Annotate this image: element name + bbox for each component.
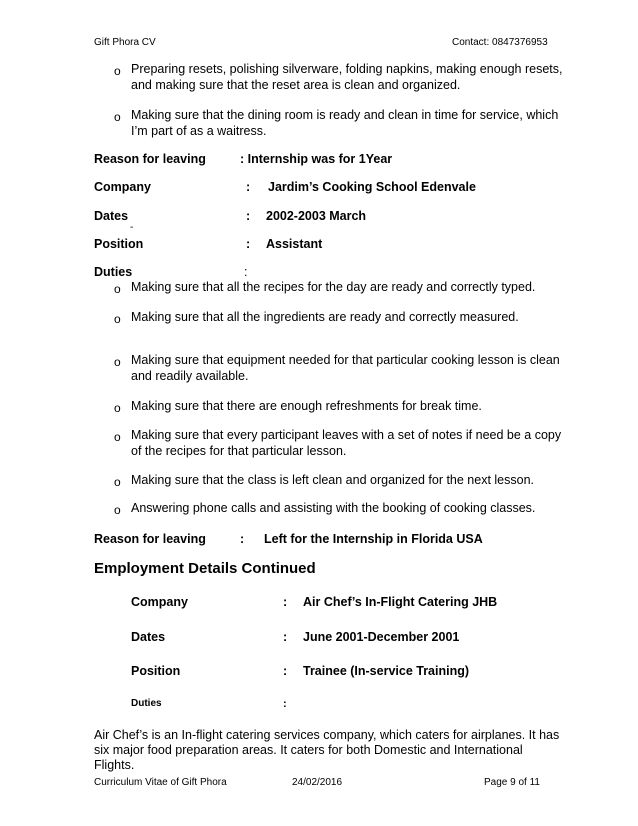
company-label: Company: [131, 595, 188, 609]
duties-label: Duties: [131, 698, 162, 709]
company-description: Air Chef’s is an In-flight catering services company, which caters for airplanes. It has six major food preparation areas. It caters for both Domestic and International Flights.: [94, 728, 560, 772]
bullet-icon: o: [114, 401, 121, 415]
position-colon: :: [246, 237, 251, 251]
dates-colon: :: [283, 630, 288, 644]
list-item: Preparing resets, polishing silverware, folding napkins, making enough resets, and making sure that the reset area is clean and organized.: [131, 62, 563, 92]
position-value: Assistant: [266, 237, 323, 251]
bullet-icon: o: [114, 430, 121, 444]
list-item: Answering phone calls and assisting with the booking of cooking classes.: [131, 501, 536, 515]
footer-date: 24/02/2016: [292, 777, 343, 788]
header-right: Contact: 0847376953: [452, 37, 548, 48]
bullet-icon: o: [114, 475, 121, 489]
duties-colon: :: [244, 265, 248, 279]
company-label: Company: [94, 180, 151, 194]
dates-label: Dates: [94, 209, 129, 223]
company-colon: :: [246, 180, 251, 194]
list-item: Making sure that the dining room is ready and clean in time for service, which I’m part of as a waitress.: [131, 108, 559, 138]
position-label: Position: [131, 664, 181, 678]
position-value: Trainee (In-service Training): [303, 664, 470, 678]
bullet-icon: o: [114, 110, 121, 124]
list-item: Making sure that there are enough refreshments for break time.: [131, 399, 482, 413]
list-item: Making sure that all the recipes for the day are ready and correctly typed.: [131, 280, 536, 294]
position-label: Position: [94, 237, 144, 251]
reason-colon: :: [240, 532, 245, 546]
bullet-icon: o: [114, 503, 121, 517]
company-value: Air Chef’s In-Flight Catering JHB: [303, 595, 498, 609]
bullet-icon: o: [114, 282, 121, 296]
list-item: Making sure that all the ingredients are ready and correctly measured.: [131, 310, 519, 324]
dates-dash: -: [130, 222, 134, 233]
dates-value: 2002-2003 March: [266, 209, 367, 223]
position-colon: :: [283, 664, 288, 678]
reason-label: Reason for leaving: [94, 152, 206, 166]
duties-colon: :: [283, 698, 287, 710]
section-title: Employment Details Continued: [94, 560, 316, 577]
footer-left: Curriculum Vitae of Gift Phora: [94, 777, 227, 788]
reason-value: Left for the Internship in Florida USA: [264, 532, 483, 546]
bullet-icon: o: [114, 355, 121, 369]
dates-colon: :: [246, 209, 251, 223]
header-left: Gift Phora CV: [94, 37, 156, 48]
duties-label: Duties: [94, 265, 133, 279]
list-item: Making sure that the class is left clean and organized for the next lesson.: [131, 473, 535, 487]
footer-page-number: Page 9 of 11: [484, 777, 540, 788]
company-colon: :: [283, 595, 288, 609]
dates-label: Dates: [131, 630, 166, 644]
list-item: Making sure that equipment needed for that particular cooking lesson is clean and readily available.: [131, 353, 560, 383]
reason-label: Reason for leaving: [94, 532, 206, 546]
company-value: Jardim’s Cooking School Edenvale: [268, 180, 476, 194]
dates-value: June 2001-December 2001: [303, 630, 460, 644]
reason-value: : Internship was for 1Year: [240, 152, 393, 166]
list-item: Making sure that every participant leaves with a set of notes if need be a copy of the recipes for that particular lesson.: [131, 428, 562, 458]
bullet-icon: o: [114, 312, 121, 326]
bullet-icon: o: [114, 64, 121, 78]
